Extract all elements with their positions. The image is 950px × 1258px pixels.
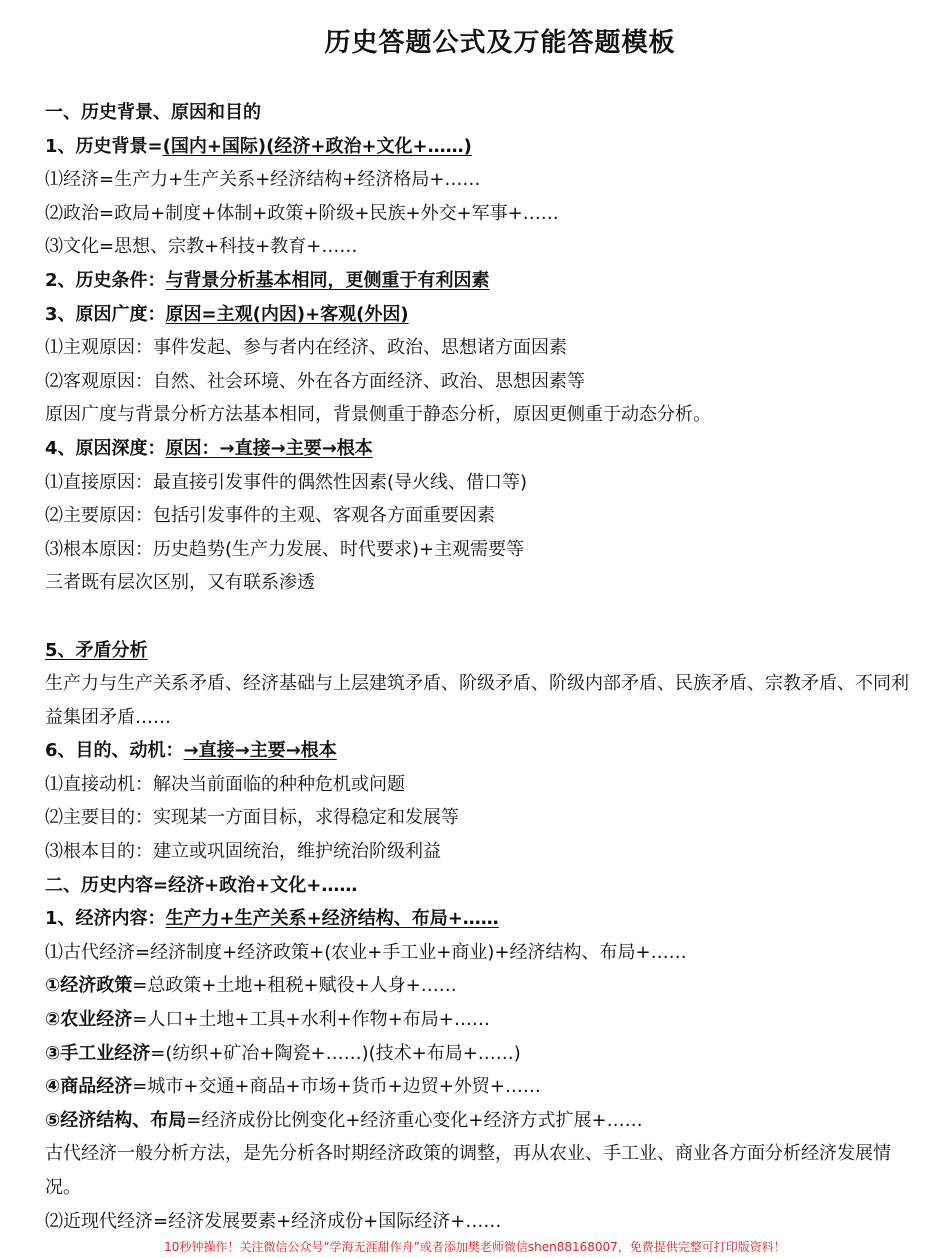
item-formula: 原因=主观(内因)+客观(外因) [165, 303, 409, 325]
item-label: 4、原因深度： [45, 437, 166, 459]
item-formula: (国内+国际)(经济+政治+文化+……) [162, 135, 472, 157]
item-label: 2、历史条件： [45, 269, 166, 291]
item-formula: →直接→主要→根本 [183, 740, 337, 762]
sub-item-label: ③手工业经济 [45, 1042, 151, 1064]
sub-item-label: ②农业经济 [45, 1009, 133, 1031]
item-formula: 生产力+生产关系+经济结构、布局+…… [165, 908, 499, 930]
item-heading [45, 734, 925, 768]
sub-item-label: ⑤经济结构、布局 [45, 1109, 187, 1131]
text-line: ⑵客观原因：自然、社会环境、外在各方面经济、政治、思想因素等 [45, 370, 585, 392]
text-paragraph: 生产力与生产关系矛盾、经济基础与上层建筑矛盾、阶级矛盾、阶级内部矛盾、民族矛盾、宗教矛盾、不同利益集团矛盾…… [45, 673, 909, 728]
sub-item [45, 1104, 925, 1138]
text-line: ⑵主要目的：实现某一方面目标，求得稳定和发展等 [45, 807, 459, 829]
sub-item [45, 1037, 925, 1071]
item-label: 3、原因广度： [45, 303, 166, 325]
item-label: 6、目的、动机： [45, 740, 184, 762]
item-heading [45, 130, 925, 164]
sub-item-text: =人口+土地+工具+水利+作物+布局+…… [132, 1009, 490, 1031]
text-line: ⑵主要原因：包括引发事件的主观、客观各方面重要因素 [45, 505, 495, 527]
item-label: 1、经济内容： [45, 908, 166, 930]
section-heading: 一、历史背景、原因和目的 [45, 102, 261, 123]
text-line: ⑵近现代经济=经济发展要素+经济成份+国际经济+…… [45, 1210, 502, 1232]
blank-line [45, 600, 925, 634]
item-heading [45, 902, 925, 936]
sub-item-label: ④商品经济 [45, 1076, 133, 1098]
text-line: ⑶根本目的：建立或巩固统治，维护统治阶级利益 [45, 841, 441, 863]
item-formula: 与背景分析基本相同，更侧重于有利因素 [165, 269, 490, 291]
sub-item-text: =城市+交通+商品+市场+货币+边贸+外贸+…… [132, 1076, 541, 1098]
text-paragraph: 古代经济一般分析方法，是先分析各时期经济政策的调整，再从农业、手工业、商业各方面分析经济发展情况。 [45, 1143, 891, 1198]
text-line: 三者既有层次区别，又有联系渗透 [45, 572, 315, 594]
sub-item [45, 1070, 925, 1104]
item-heading: 5、矛盾分析 [45, 639, 148, 661]
sub-item-label: ①经济政策 [45, 975, 133, 997]
text-line: 原因广度与背景分析方法基本相同，背景侧重于静态分析，原因更侧重于动态分析。 [45, 404, 711, 426]
section-heading: 二、历史内容=经济+政治+文化+…… [45, 874, 358, 896]
item-formula: 原因：→直接→主要→根本 [165, 437, 373, 459]
item-heading [45, 432, 925, 466]
footer-notice: 10秒钟操作！关注微信公众号“学海无涯甜作舟”或者添加樊老师微信shen88168007，免费提供完整可打印版资料！ [164, 1240, 786, 1254]
document-body [45, 96, 925, 1238]
text-line: ⑴经济=生产力+生产关系+经济结构+经济格局+…… [45, 169, 481, 191]
sub-item-text: =经济成份比例变化+经济重心变化+经济方式扩展+…… [186, 1109, 643, 1131]
text-line: ⑵政治=政局+制度+体制+政策+阶级+民族+外交+军事+…… [45, 202, 559, 224]
sub-item [45, 1003, 925, 1037]
text-line: ⑶文化=思想、宗教+科技+教育+…… [45, 236, 358, 258]
sub-item [45, 969, 925, 1003]
item-heading [45, 264, 925, 298]
text-line: ⑴直接原因：最直接引发事件的偶然性因素(导火线、借口等) [45, 471, 528, 493]
text-line: ⑴直接动机：解决当前面临的种种危机或问题 [45, 773, 405, 795]
text-line: ⑴主观原因：事件发起、参与者内在经济、政治、思想诸方面因素 [45, 337, 567, 359]
text-line: ⑶根本原因：历史趋势(生产力发展、时代要求)+主观需要等 [45, 538, 525, 560]
page-title: 历史答题公式及万能答题模板 [324, 28, 676, 58]
sub-item-text: =总政策+土地+租税+赋役+人身+…… [132, 975, 457, 997]
item-label: 1、历史背景= [45, 135, 163, 157]
sub-item-text: =(纺织+矿冶+陶瓷+……)(技术+布局+……) [150, 1042, 521, 1064]
text-line: ⑴古代经济=经济制度+经济政策+(农业+手工业+商业)+经济结构、布局+…… [45, 941, 687, 963]
item-heading [45, 298, 925, 332]
